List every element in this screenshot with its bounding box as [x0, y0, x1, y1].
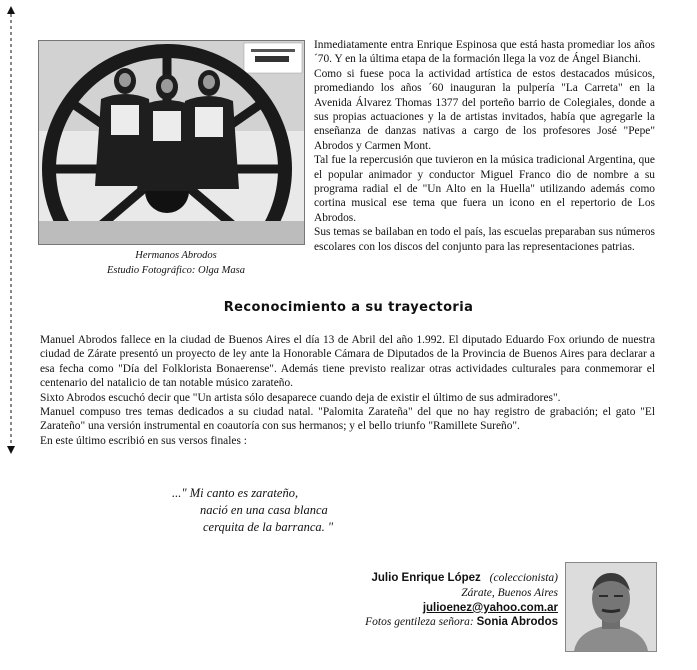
verse-line: cerquita de la barranca. ": [203, 520, 334, 534]
song-verses: [172, 485, 333, 536]
intro-paragraph: Como si fuese poca la actividad artística de estos destacados músicos, promediando los años ´60 inauguran la pulpería "La Carreta" en la Avenida Álvarez Thomas 1377 del porteño barrio de Colegiales, donde a sus propias actuaciones y la de artistas invitados, había que agregarle la enseñanza de danzas nativas a cargo de los profesores José "Pepe" Abrodos y Carmen Mont.: [314, 67, 655, 152]
body-text-block: [40, 333, 655, 448]
author-location: Zárate, Buenos Aires: [461, 586, 558, 599]
author-role: (coleccionista): [489, 572, 558, 584]
intro-paragraph: Inmediatamente entra Enrique Espinosa que está hasta promediar los años ´70. Y en la última etapa de la formación llega la voz de Ángel Bianchi.: [314, 39, 655, 66]
verse-line: nació en una casa blanca: [200, 503, 328, 517]
photo-thanks-name: Sonia Abrodos: [476, 616, 558, 629]
author-credit: [365, 571, 558, 630]
margin-arrow-marker: [4, 6, 18, 454]
verse-line: ..." Mi canto es zarateño,: [172, 486, 299, 500]
body-paragraph: Manuel Abrodos fallece en la ciudad de Buenos Aires el día 13 de Abril del año 1.992. El diputado Eduardo Fox oriundo de nuestra ciudad de Zárate presentó un proyecto de ley ante la Honorable Cámara de Diputados de la Provincia de Buenos Aires para declarar a esa fecha como "Día del Folklorista Bonaerense". Además tiene previsto realizar otras actividades culturales para conmemorar el centenario del natalicio de tan notable músico zarateño.: [40, 334, 655, 390]
intro-paragraph: Sus temas se bailaban en todo el país, las escuelas preparaban sus números escolares con los discos del conjunto para las representaciones patrias.: [314, 226, 655, 253]
photo-thanks-label: Fotos gentileza señora:: [365, 616, 474, 629]
hermanos-abrodos-photo: [38, 40, 305, 245]
photo-caption-title: Hermanos Abrodos: [135, 250, 217, 261]
body-paragraph: En este último escribió en sus versos finales :: [40, 434, 247, 447]
photo-caption: [60, 248, 292, 278]
section-heading: Reconocimiento a su trayectoria: [223, 300, 474, 315]
intro-paragraph: Tal fue la repercusión que tuvieron en la música tradicional Argentina, que el popular animador y conductor Miguel Franco dio de nombre a su programa radial el de "Un Alto en la Huella" utilizando además como cortina musical ese tema que fuera un icono en el repertorio de Los Abrodos.: [314, 154, 655, 224]
intro-text-column: [314, 38, 655, 254]
author-email-link[interactable]: julioenez@yahoo.com.ar: [422, 601, 558, 614]
photo-caption-credit: Estudio Fotográfico: Olga Masa: [107, 265, 245, 276]
body-paragraph: Sixto Abrodos escuchó decir que "Un artista sólo desaparece cuando deja de existir el último de sus admiradores".: [40, 391, 561, 404]
author-portrait-photo: [565, 562, 657, 652]
author-name: Julio Enrique López: [371, 572, 481, 584]
body-paragraph: Manuel compuso tres temas dedicados a su ciudad natal. "Palomita Zarateña" del que no hay registro de grabación; el gato "El Zarateño" una versión instrumental en coautoría con sus hermanos; y el bello triunfo "Ramillete Sureño".: [40, 406, 655, 433]
